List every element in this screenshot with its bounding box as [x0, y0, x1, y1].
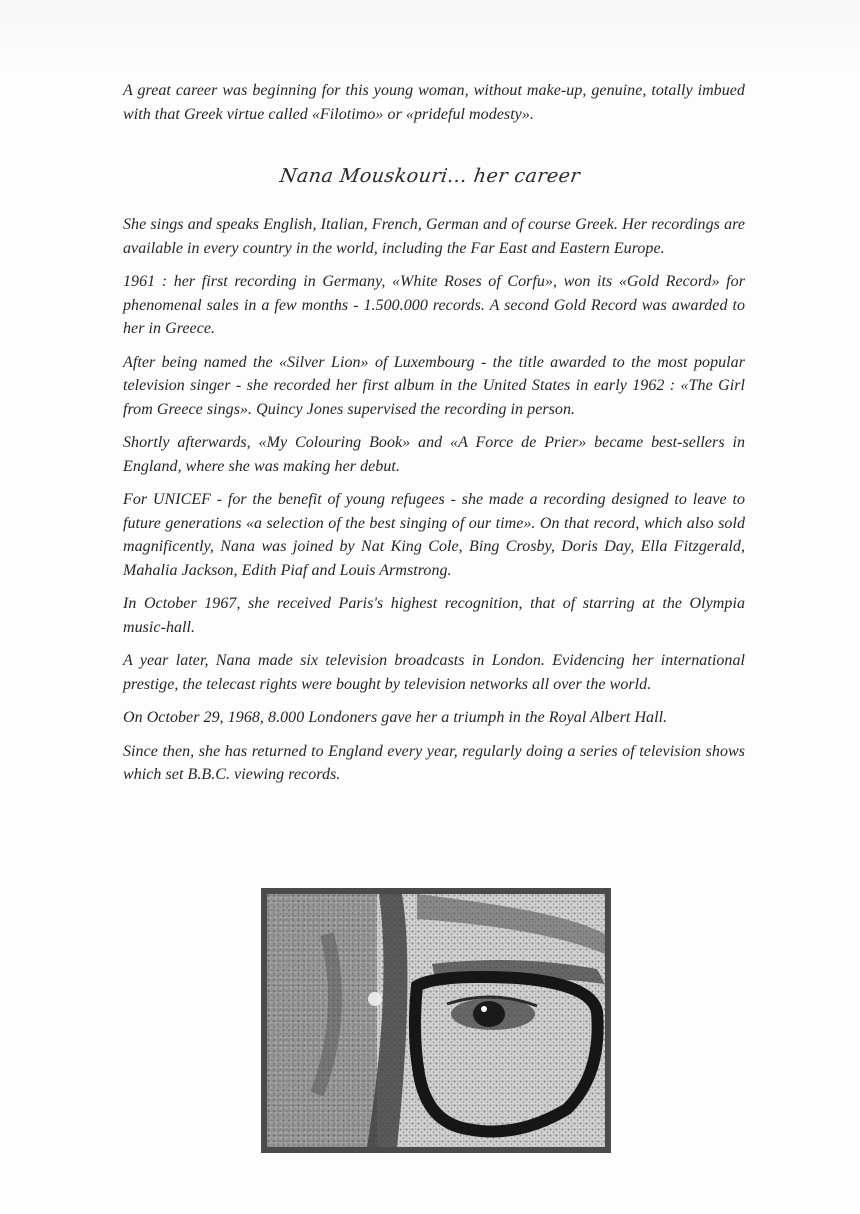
- career-paragraph-1: She sings and speaks English, Italian, French, German and of course Greek. Her recordings are available in every country in the world, including the Far East and Eastern Europe.: [123, 216, 745, 257]
- page-top-margin: [0, 0, 860, 76]
- intro-paragraph-block: [123, 79, 745, 136]
- career-paragraph-5: For UNICEF - for the benefit of young refugees - she made a recording designed to leave to future generations «a selection of the best singing of our time». On that record, which also sold magnificently, Nana was joined by Nat King Cole, Bing Crosby, Doris Day, Ella Fitzgerald, Mahalia Jackson, Edith Piaf and Louis Armstrong.: [123, 491, 745, 579]
- intro-paragraph: A great career was beginning for this young woman, without make-up, genuine, totally imbued with that Greek virtue called «Filotimo» or «prideful modesty».: [123, 82, 745, 123]
- career-text: [123, 213, 745, 797]
- eye-glasses-illustration: [267, 894, 605, 1147]
- career-paragraph-6: In October 1967, she received Paris's highest recognition, that of starring at the Olympia music-hall.: [123, 595, 745, 636]
- career-paragraph-8: On October 29, 1968, 8.000 Londoners gave her a triumph in the Royal Albert Hall.: [123, 709, 668, 726]
- career-paragraph-3: After being named the «Silver Lion» of Luxembourg - the title awarded to the most popular television singer - she recorded her first album in the United States in early 1962 : «The Girl from Greece sings». Quincy Jones supervised the recording in person.: [123, 353, 745, 418]
- career-paragraph-4: Shortly afterwards, «My Colouring Book» and «A Force de Prier» became best-sellers in England, where she was making her debut.: [123, 434, 745, 475]
- career-paragraph-9: Since then, she has returned to England every year, regularly doing a series of television shows which set B.B.C. viewing records.: [123, 742, 745, 783]
- career-paragraph-2: 1961 : her first recording in Germany, «White Roses of Corfu», won its «Gold Record» for phenomenal sales in a few months - 1.500.000 records. A second Gold Record was awarded to her in Greece.: [123, 273, 745, 337]
- photo-frame: [261, 888, 611, 1153]
- section-heading: Nana Mouskouri... her career: [278, 165, 582, 187]
- career-paragraph-7: A year later, Nana made six television broadcasts in London. Evidencing her international prestige, the telecast rights were bought by television networks all over the world.: [123, 652, 745, 693]
- eye-glasses-photo: [267, 894, 605, 1147]
